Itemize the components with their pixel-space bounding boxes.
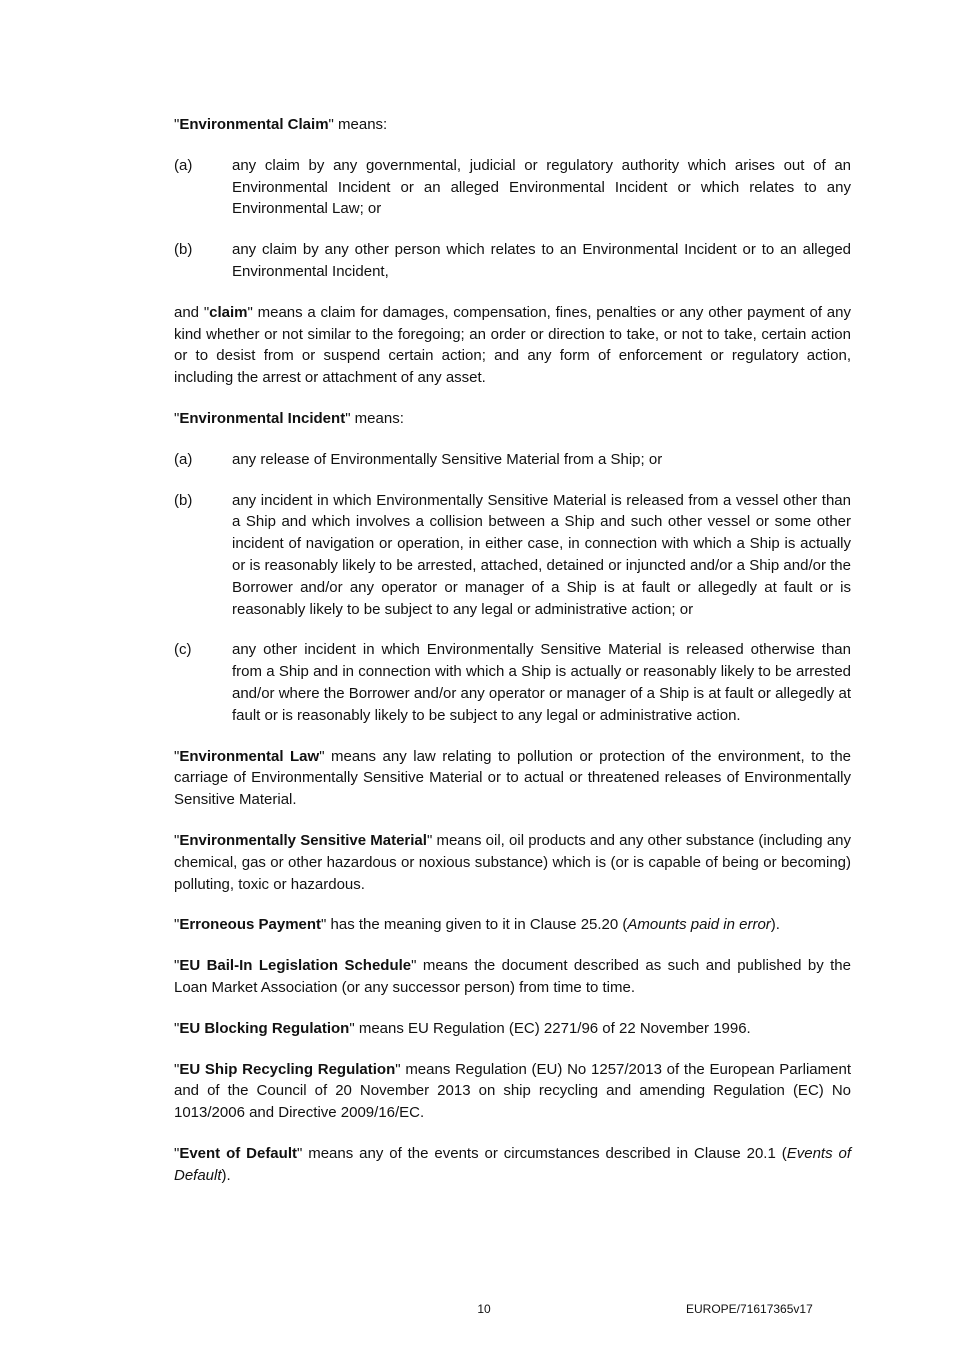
- list-item: [174, 490, 851, 621]
- defined-term: Event of Default: [179, 1144, 297, 1162]
- document-page: [174, 114, 851, 1205]
- item-text: any other incident in which Environmentally Sensitive Material is released otherwise than from a Ship and in connection with which a Ship is actually or reasonably likely to be arrested and/or where the Borrower and/or any operator or manager of a Ship is at fault or allegedly at fault or is reasonably likely to be subject to any legal or administrative action.: [232, 641, 851, 724]
- definition-eu-bail-in-schedule: "EU Bail-In Legislation Schedule" means the document described as such and published by the Loan Market Association (or any successor person) from time to time.: [174, 957, 851, 996]
- definition-claim: and "claim" means a claim for damages, compensation, fines, penalties or any other payment of any kind whether or not similar to the foregoing; an order or direction to take, or not to take, certain action or to desist from or suspend certain action; and any form of enforcement or regulatory action, including the arrest or attachment of any asset.: [174, 303, 851, 387]
- document-reference: EUROPE/71617365v17: [686, 1302, 813, 1316]
- list-item: [174, 639, 851, 726]
- definition-environmental-claim: "Environmental Claim" means:: [174, 116, 388, 133]
- list-item: [174, 449, 851, 471]
- definition-environmental-law: "Environmental Law" means any law relating to pollution or protection of the environment, to the carriage of Environmentally Sensitive Material or to actual or threatened releases of Environmentally Sensitive Material.: [174, 747, 852, 809]
- item-label: (b): [174, 241, 193, 259]
- definition-eu-ship-recycling-regulation: "EU Ship Recycling Regulation" means Regulation (EU) No 1257/2013 of the European Parliament and of the Council of 20 November 2013 on ship recycling and amending Regulation (EC) No 1013/2006 and Directive 2009/16/EC.: [174, 1060, 851, 1122]
- defined-term: Environmental Incident: [179, 409, 346, 427]
- clause-reference: Events of Default: [174, 1144, 851, 1184]
- item-label: (b): [174, 491, 193, 509]
- definition-erroneous-payment: "Erroneous Payment" has the meaning given to it in Clause 25.20 (Amounts paid in error).: [174, 916, 780, 934]
- item-label: (a): [174, 156, 193, 174]
- definition-environmentally-sensitive-material: "Environmentally Sensitive Material" means oil, oil products and any other substance (including any chemical, gas or other hazardous or noxious substance) which is (or is capable of being or becoming) polluting, toxic or hazardous.: [174, 831, 852, 893]
- clause-reference: Amounts paid in error: [627, 916, 771, 934]
- defined-term: Environmental Claim: [179, 116, 329, 133]
- defined-term: Erroneous Payment: [179, 916, 322, 934]
- defined-term: EU Blocking Regulation: [179, 1019, 350, 1037]
- defined-term: EU Bail-In Legislation Schedule: [179, 957, 412, 975]
- item-text: any claim by any governmental, judicial or regulatory authority which arises out of an Environmental Incident or an alleged Environmental Incident or which relates to any Environmental Law; or: [232, 156, 851, 218]
- item-label: (a): [174, 450, 193, 468]
- definition-environmental-incident: "Environmental Incident" means:: [174, 409, 404, 427]
- item-label: (c): [174, 641, 192, 659]
- definition-eu-blocking-regulation: "EU Blocking Regulation" means EU Regulation (EC) 2271/96 of 22 November 1996.: [174, 1019, 751, 1037]
- definition-event-of-default: "Event of Default" means any of the events or circumstances described in Clause 20.1 (Events of Default).: [174, 1144, 851, 1184]
- defined-term: Environmentally Sensitive Material: [179, 831, 427, 849]
- defined-term: Environmental Law: [179, 747, 320, 765]
- list-item: [174, 155, 851, 220]
- defined-term: claim: [209, 303, 248, 321]
- list-item: [174, 239, 851, 283]
- page-number: 10: [477, 1302, 491, 1316]
- item-text: any incident in which Environmentally Sensitive Material is released from a vessel other than a Ship and which involves a collision between a Ship and such other vessel or some other incident of navigation or operation, in either case, in connection with which a Ship is actually or is reasonably likely to be arrested, attached, detained or injuncted and/or a Ship and/or the Borrower and/or any operator or manager of a Ship is at fault or allegedly at fault or is reasonably likely to be subject to any legal or administrative action; or: [232, 491, 851, 618]
- item-text: any release of Environmentally Sensitive Material from a Ship; or: [232, 450, 663, 468]
- defined-term: EU Ship Recycling Regulation: [179, 1060, 396, 1078]
- item-text: any claim by any other person which relates to an Environmental Incident or to an alleged Environmental Incident,: [232, 241, 851, 280]
